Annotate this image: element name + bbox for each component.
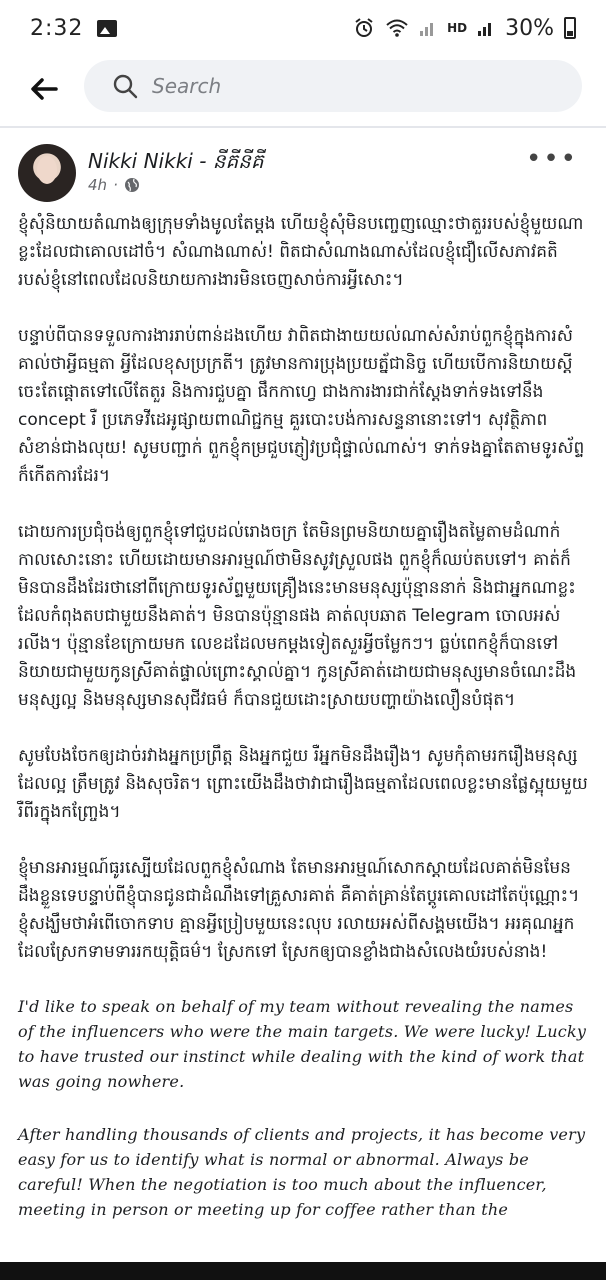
navigation-bar	[0, 1262, 606, 1280]
post-paragraph-km-4: សូមបែងចែកឲ្យដាច់រវាងអ្នកប្រព្រឹត្ត និងអ្នកជួយ រឺអ្នកមិនដឹងរឿង។ សូមកុំតាមរករឿងមនុស្សដែលល្អ ត្រឹមត្រូវ និងសុចរិត។ ព្រោះយើងដឹងថាវាជារឿងធម្មតាដែលពេលខ្លះមានផ្លែស្អុយមួយ រឺពីរក្នុងកញ្ច្រែង។	[18, 746, 588, 822]
search-input[interactable]	[150, 73, 554, 99]
status-time: 2:32	[30, 15, 84, 41]
post-header	[0, 138, 606, 204]
post-meta	[88, 176, 140, 194]
battery-icon	[564, 17, 576, 39]
back-button[interactable]	[24, 69, 64, 109]
network-type: HD	[447, 21, 468, 35]
post-paragraph-km-3: ដោយការប្រជុំចង់ឲ្យពួកខ្ញុំទៅជួបដល់រោងចក្រ តែមិនព្រមនិយាយគ្នារឿងតម្លៃតាមដំណាក់កាលសោះនោះ ហើយដោយមានអារម្មណ៍ថាមិនសូវស្រួលផង ពួកខ្ញុំក៏ឈប់តបទៅ។ គាត់ក៏មិនបានដឹងដែរថានៅពីក្រោយទូរស័ព្ទមួយគ្រឿងនេះមានមនុស្សប៉ុន្មាននាក់ និងជាអ្នកណាខ្លះដែលកំពុងតបជាមួយនឹងគាត់។ មិនបានប៉ុន្មានផង គាត់លុបឆាត Telegram ចោលអស់រលីង។ ប៉ុន្មានខែក្រោយមក លេខដដែលមកម្ដងទៀតសួរអ្វីចម្លែកៗ។ ធ្លប់ពេកខ្ញុំក៏បានទៅនិយាយជាមួយកូនស្រីគាត់ផ្ទាល់ព្រោះស្គាល់គ្នា។ កូនស្រីគាត់ដោយជាមនុស្សមានចំណេះដឹង មនុស្សល្អ និងមនុស្សមានសុជីវធម៌ ក៏បានជួយដោះស្រាយបញ្ហាយ៉ាងលឿនបំផុត។	[18, 522, 577, 710]
battery-percent: 30%	[505, 15, 554, 41]
post-paragraph-en-2: After handling thousands of clients and projects, it has become very easy for us to identify what is normal or abnormal. Always be careful! When the negotiation is too much about the influencer, meeting in person or meeting up for coffee rather than the	[18, 1125, 586, 1219]
gallery-notification-icon	[97, 20, 117, 37]
post-paragraph-km-2: បន្ទាប់ពីបានទទួលការងាររាប់ពាន់ដងហើយ វាពិតជាងាយយល់ណាស់សំរាប់ពួកខ្ញុំក្នុងការសំគាល់ថាអ្វីធម្មតា អ្វីដែលខុសប្រក្រតី។ ត្រូវមានការប្រុងប្រយត្ន័ជានិច្ច ហើយបើការនិយាយស្ដីចេះតែផ្ដោតទៅលើតែតួរ និងការជួបគ្នា ផឹកកាហ្វេ ជាងការងារជាក់ស្ដែងទាក់ទងទៅនឹង concept រឺ ប្រភេទវីដេអូផ្សាយពាណិជ្ជកម្ម គួរបោះបង់ការសន្ទនានោះទៅ។ សុវត្ថិភាពសំខាន់ជាងលុយ! សូមបញ្ជាក់ ពួកខ្ញុំកម្រជួបភ្ញៀវប្រជុំផ្ទាល់ណាស់។ ទាក់ទងគ្នាតែតាមទូរស័ព្ទក៏កើតការដែរ។	[18, 326, 585, 486]
post-paragraph-en-1: I'd like to speak on behalf of my team without revealing the names of the influencers who were the main targets. We were lucky! Lucky to have trusted our instinct while dealing with the kind of work that was going nowhere.	[18, 997, 587, 1091]
post-body	[18, 210, 588, 1250]
alarm-icon	[353, 17, 375, 39]
search-icon	[112, 73, 138, 99]
header-divider	[0, 126, 606, 128]
status-right	[353, 16, 576, 41]
arrow-left-icon	[30, 78, 58, 100]
avatar[interactable]	[18, 144, 76, 202]
post-time[interactable]: 4h	[88, 176, 108, 194]
globe-icon	[124, 177, 140, 193]
meta-separator: ·	[113, 176, 118, 194]
search-box[interactable]	[84, 60, 582, 112]
wifi-icon	[385, 18, 409, 38]
status-left	[30, 16, 117, 41]
post-paragraph-km-5: ខ្ញុំមានអារម្មណ៍ធូរស្បើយដែលពួកខ្ញុំសំណាង តែមានអារម្មណ៍សោកស្ដាយដែលគាត់មិនមែនដឹងខ្លួនទេបន្ទាប់ពីខ្ញុំបានជូនជាដំណឹងទៅគ្រួសារគាត់ គឺគាត់គ្រាន់តែប្ដូរគោលដៅតែប៉ុណ្ណោះ។ ខ្ញុំសង្ឃឹមថាអំពើចោកទាប គ្មានអ្វីប្រៀបមួយនេះលុប រលាយអស់ពីសង្គមយើង។ អរគុណអ្នកដែលស្រែកទាមទាររកយុត្តិធម៌។ ស្រែកទៅ ស្រែកឲ្យបានខ្លាំងជាងសំលេងយំរបស់នាង!	[18, 858, 580, 962]
signal-icon	[419, 19, 437, 37]
post-author[interactable]: Nikki Nikki - នីគីនីគី	[88, 149, 264, 173]
signal-icon-2	[477, 19, 495, 37]
status-bar	[0, 0, 606, 56]
post-paragraph-km-1: ខ្ញុំសុំនិយាយតំណាងឲ្យក្រុមទាំងមូលតែម្ដង ហើយខ្ញុំសុំមិនបញ្ចេញឈ្មោះថាតួររបស់ខ្ញុំមួយណាខ្លះដែលជាគោលដៅចំ។ សំណាងណាស់! ពិតជាសំណាងណាស់ដែលខ្ញុំជឿលើសភាវគតិរបស់ខ្ញុំនៅពេលដែលនិយាយការងារមិនចេញសាច់ការអ្វីសោះ។	[18, 214, 584, 290]
more-options-button[interactable]: •••	[525, 144, 578, 174]
search-header	[0, 56, 606, 122]
avatar-face	[37, 156, 57, 184]
